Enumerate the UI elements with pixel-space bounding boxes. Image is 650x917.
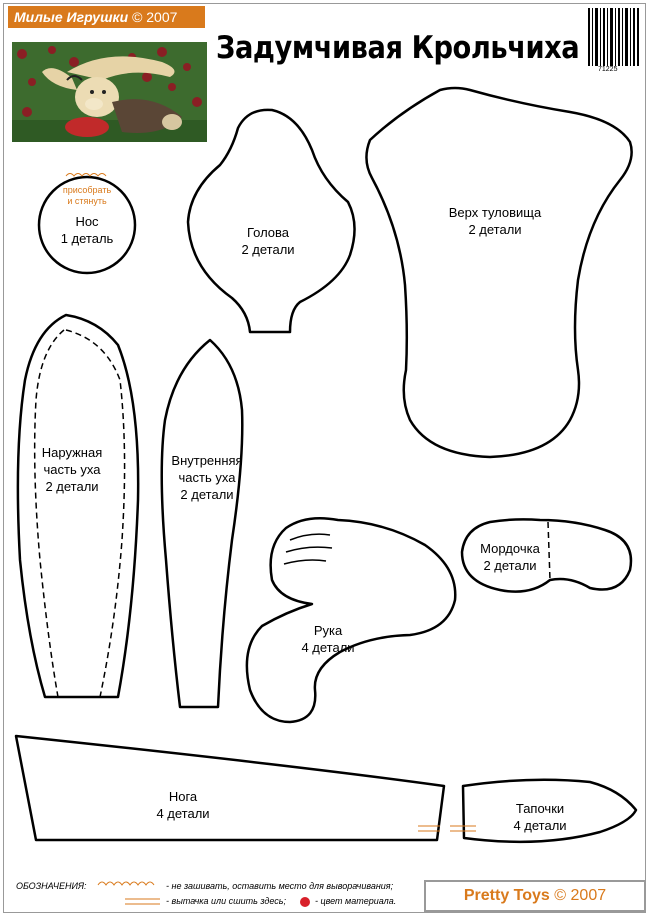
torso-label <box>449 204 541 238</box>
arm-name: Рука <box>313 623 343 638</box>
arm-count: 4 детали <box>301 640 355 655</box>
nose-count: 1 деталь <box>60 231 114 246</box>
inner-ear-line1: Внутренняя <box>171 453 243 468</box>
barcode-number: 71225 <box>598 66 618 73</box>
legend-material-dot <box>300 897 310 907</box>
nose-note-line1: присобрать <box>62 185 112 195</box>
nose-label <box>61 213 114 247</box>
slipper-count: 4 детали <box>513 818 567 833</box>
arm-finger-line-1 <box>290 534 330 540</box>
outer-ear-line2: часть уха <box>43 462 101 477</box>
leg-piece <box>16 736 444 840</box>
outer-ear-label <box>42 444 103 495</box>
brand-year: © 2007 <box>132 9 178 25</box>
muzzle-name: Мордочка <box>480 541 540 556</box>
legend-item-open-seam: - не зашивать, оставить место для выворачивания; <box>166 881 394 891</box>
arm-label <box>301 622 354 656</box>
nose-note-line2: и стянуть <box>67 196 107 206</box>
torso-piece <box>366 88 631 457</box>
slipper-label <box>513 800 566 834</box>
legend-gather-icon <box>98 882 154 885</box>
muzzle-count: 2 детали <box>483 558 537 573</box>
muzzle-dash <box>548 522 550 580</box>
brand-name: Милые Игрушки <box>14 9 129 25</box>
head-count: 2 детали <box>241 242 295 257</box>
leg-label <box>156 788 209 822</box>
legend-item-material: - цвет материала. <box>315 896 397 906</box>
inner-ear-count: 2 детали <box>180 487 234 502</box>
inner-ear-line2: часть уха <box>178 470 236 485</box>
nose-name: Нос <box>75 214 99 229</box>
outer-ear-line1: Наружная <box>41 445 103 460</box>
footer-brand <box>424 880 646 912</box>
legend-title: ОБОЗНАЧЕНИЯ: <box>16 881 87 891</box>
nose-gather-mark <box>66 174 106 177</box>
outer-ear-dash-right <box>66 330 125 697</box>
footer-brand-name: Pretty Toys <box>463 887 550 904</box>
page-title: Задумчивая Крольчиха <box>216 30 580 66</box>
inner-ear-label <box>171 452 242 503</box>
arm-finger-line-2 <box>286 547 332 552</box>
footer-brand-year: © 2007 <box>554 887 607 904</box>
legend-item-dart: - вытачка или сшить здесь; <box>166 896 287 906</box>
leg-name: Нога <box>168 789 198 804</box>
inner-ear-piece <box>162 340 243 707</box>
nose-note <box>63 185 111 207</box>
head-label <box>241 224 294 258</box>
torso-count: 2 детали <box>468 222 522 237</box>
outer-ear-count: 2 детали <box>45 479 99 494</box>
arm-finger-line-3 <box>284 560 326 564</box>
head-name: Голова <box>246 225 290 240</box>
muzzle-label <box>480 540 540 574</box>
arm-piece <box>247 518 455 722</box>
outer-ear-dash <box>35 330 64 697</box>
torso-name: Верх туловища <box>448 205 542 220</box>
head-piece <box>188 110 355 332</box>
leg-count: 4 детали <box>156 806 210 821</box>
slipper-name: Тапочки <box>515 801 565 816</box>
